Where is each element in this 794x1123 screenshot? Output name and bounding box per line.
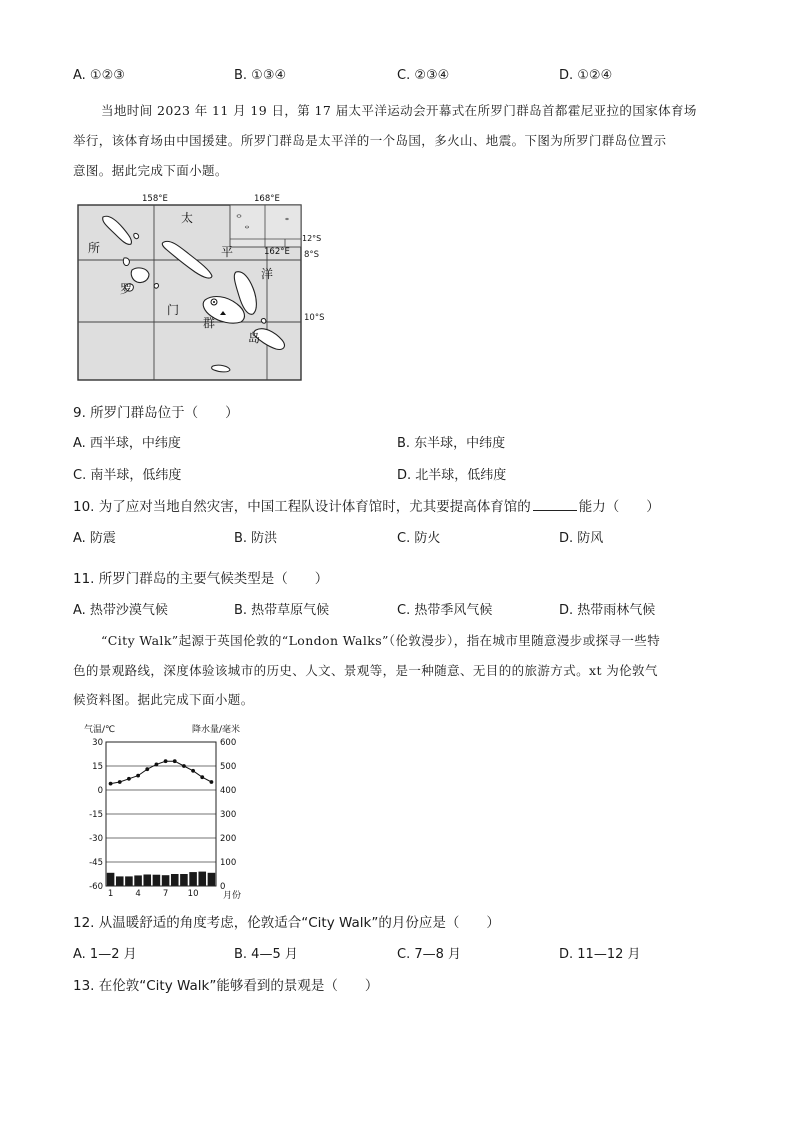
map-inset (230, 205, 301, 247)
map-char-men: 门 (167, 303, 180, 317)
chart-y2label: 降水量/毫米 (192, 725, 241, 735)
y2-tick-label: 200 (220, 834, 237, 844)
q12-stem: 12. 从温暖舒适的角度考虑，伦敦适合“City Walk”的月份应是（ ） (73, 915, 500, 931)
temperature-point (145, 767, 149, 771)
lat-label-12s: 12°S (302, 234, 322, 243)
london-climate-chart (80, 720, 250, 900)
q11-option-c: C. 热带季风气候 (397, 603, 493, 618)
precipitation-bar (116, 876, 124, 886)
y-tick-label: 15 (92, 762, 103, 772)
island-new-georgia-2 (131, 268, 149, 283)
precipitation-bar (143, 874, 151, 886)
y2-tick-label: 0 (220, 882, 226, 892)
map-char-suo: 所 (88, 241, 101, 255)
q8-option-d: D. ①②④ (559, 68, 613, 83)
q8-option-c: C. ②③④ (397, 68, 450, 83)
q9-option-d: D. 北半球，低纬度 (397, 468, 507, 483)
q12-option-d: D. 11—12 月 (559, 947, 641, 962)
lat-label-10s: 10°S (304, 313, 325, 323)
temperature-point (127, 777, 131, 781)
precipitation-bar (162, 875, 170, 886)
y2-tick-label: 600 (220, 738, 237, 748)
island-new-georgia-1 (123, 258, 129, 266)
temperature-point (164, 759, 168, 763)
q10-option-d: D. 防风 (559, 531, 604, 546)
x-tick-label: 1 (107, 889, 114, 899)
temperature-point (155, 763, 159, 767)
q11-option-b: B. 热带草原气候 (234, 603, 330, 618)
x-tick-label: 7 (162, 889, 169, 899)
q10-stem-text: 10. 为了应对当地自然灾害，中国工程队设计体育馆时，尤其要提高体育馆的 (73, 499, 531, 515)
temperature-polyline (111, 761, 212, 783)
inset-island (237, 215, 241, 217)
y2-tick-label: 500 (220, 762, 237, 772)
q10-option-b: B. 防洪 (234, 531, 278, 546)
map-char-qun: 群 (203, 316, 216, 330)
y-tick-label: -30 (89, 834, 103, 844)
y-tick-label: 0 (97, 786, 103, 796)
precipitation-bar (125, 876, 133, 886)
lon-label-158: 158°E (142, 194, 168, 204)
precipitation-bar (171, 874, 179, 886)
q9-stem: 9. 所罗门群岛位于（ ） (73, 405, 239, 421)
y-tick-label: 30 (92, 738, 103, 748)
island-small (134, 233, 139, 238)
temperature-point (191, 769, 195, 773)
precipitation-bar (153, 875, 161, 886)
y2-tick-label: 300 (220, 810, 237, 820)
lon-label-168: 168°E (254, 194, 280, 204)
passage2-line2: 色的景观路线，深度体验该城市的历史、人文、景观等，是一种随意、无目的的旅游方式。xt 为伦敦气 (73, 663, 658, 678)
island-small (261, 318, 265, 323)
chart-xlabel: 月份 (223, 891, 242, 901)
q12-option-a: A. 1—2 月 (73, 947, 137, 962)
lat-label-8s: 8°S (304, 250, 320, 260)
y-tick-label: -15 (89, 810, 103, 820)
chart-ylabel: 气温/℃ (84, 725, 116, 735)
passage1-line3: 意图。据此完成下面小题。 (73, 163, 228, 178)
q9-option-a: A. 西半球，中纬度 (73, 436, 181, 451)
q12-option-c: C. 7—8 月 (397, 947, 462, 962)
map-char-luo: 罗 (120, 282, 133, 296)
precipitation-bar (208, 873, 216, 886)
temperature-point (200, 775, 204, 779)
island-small (154, 283, 158, 288)
y2-tick-label: 400 (220, 786, 237, 796)
map-char-tai: 太 (181, 211, 194, 225)
lon-label-162: 162°E (264, 247, 290, 257)
precipitation-bar (198, 872, 206, 886)
temperature-point (210, 780, 214, 784)
q10-stem-tail: 能力（ ） (578, 499, 660, 515)
temperature-line (109, 759, 214, 785)
q8-option-b: B. ①③④ (234, 68, 287, 83)
q13-stem: 13. 在伦敦“City Walk”能够看到的景观是（ ） (73, 978, 379, 994)
q10-answer-blank[interactable] (533, 510, 577, 511)
passage2-line3: 候资料图。据此完成下面小题。 (73, 692, 254, 707)
q8-option-a: A. ①②③ (73, 68, 125, 83)
q12-option-b: B. 4—5 月 (234, 947, 298, 962)
q9-option-b: B. 东半球，中纬度 (397, 436, 506, 451)
precipitation-bar (107, 873, 115, 886)
map-char-ping: 平 (221, 245, 234, 259)
precipitation-bar (134, 875, 142, 886)
inset-island (246, 226, 249, 228)
passage1-line2: 举行，该体育场由中国援建。所罗门群岛是太平洋的一个岛国，多火山、地震。下图为所罗门群岛位置示 (73, 133, 667, 148)
temperature-point (173, 759, 177, 763)
x-tick-label: 4 (135, 889, 141, 899)
precipitation-bar (189, 872, 197, 886)
passage2-line1: “City Walk”起源于英国伦敦的“London Walks”（伦敦漫步），指在城市里随意漫步或探寻一些特 (101, 633, 661, 648)
q11-stem: 11. 所罗门群岛的主要气候类型是（ ） (73, 571, 329, 587)
q10-option-a: A. 防震 (73, 531, 116, 546)
inset-island (286, 218, 288, 220)
chart-grid (106, 742, 216, 886)
y-tick-label: -45 (89, 858, 103, 868)
temperature-point (136, 774, 140, 778)
q11-option-a: A. 热带沙漠气候 (73, 603, 168, 618)
capital-symbol-dot (213, 301, 215, 303)
map-char-yang: 洋 (261, 267, 274, 281)
y2-tick-label: 100 (220, 858, 237, 868)
q9-option-c: C. 南半球，低纬度 (73, 468, 182, 483)
temperature-point (182, 764, 186, 768)
y-tick-label: -60 (89, 882, 103, 892)
q10-option-c: C. 防火 (397, 531, 441, 546)
passage1-line1: 当地时间 2023 年 11 月 19 日，第 17 届太平洋运动会开幕式在所罗门群岛首都霍尼亚拉的国家体育场 (101, 103, 697, 118)
q11-option-d: D. 热带雨林气候 (559, 603, 656, 618)
x-tick-label: 10 (187, 889, 199, 899)
q10-stem (73, 495, 660, 515)
map-char-dao: 岛 (248, 331, 261, 345)
precipitation-bar (180, 874, 188, 886)
precipitation-bars (107, 872, 215, 886)
temperature-point (109, 782, 113, 786)
temperature-point (118, 780, 122, 784)
